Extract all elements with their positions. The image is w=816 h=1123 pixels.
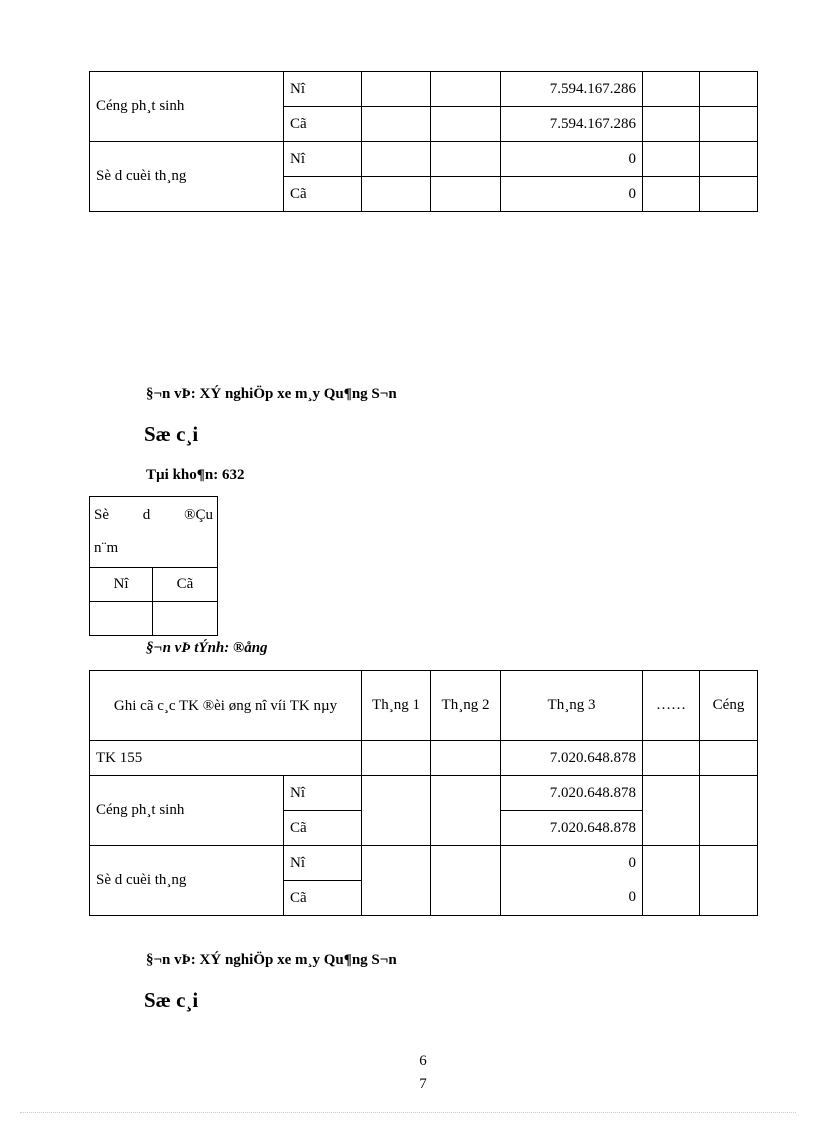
unit-heading: §¬n vÞ: XÝ nghiÖp xe m¸y Qu¶ng S¬n	[146, 386, 397, 402]
table-row	[90, 72, 758, 107]
debit-label: Nî	[90, 568, 153, 602]
column-header-ellipsis: ……	[643, 671, 700, 741]
column-header-total: Céng	[700, 671, 758, 741]
credit-value: 7.020.648.878	[501, 811, 643, 846]
account-heading: Tµi kho¶n: 632	[146, 467, 245, 483]
debit-value: 7.020.648.878	[501, 776, 643, 811]
debit-value: 0	[501, 846, 643, 881]
table-row	[90, 846, 758, 881]
page-number: 6	[419, 1053, 427, 1069]
credit-label: Cã	[284, 107, 362, 142]
table-row	[90, 741, 758, 776]
credit-value: 0	[501, 177, 643, 212]
opening-balance-box	[89, 496, 218, 636]
table-header-row	[90, 671, 758, 741]
debit-label: Nî	[284, 142, 362, 177]
row-label: Céng ph¸t sinh	[90, 776, 284, 846]
credit-value: 0	[501, 881, 643, 916]
credit-label: Cã	[153, 568, 218, 602]
opening-balance-header: Sè d ®Çu n¨m	[90, 497, 218, 568]
debit-label: Nî	[284, 776, 362, 811]
credit-label: Cã	[284, 881, 362, 916]
debit-value: 7.594.167.286	[501, 72, 643, 107]
unit-heading: §¬n vÞ: XÝ nghiÖp xe m¸y Qu¶ng S¬n	[146, 952, 397, 968]
row-label: Céng ph¸t sinh	[90, 72, 284, 142]
debit-value	[90, 602, 153, 636]
column-header-month-2: Th¸ng 2	[431, 671, 501, 741]
ledger-table-continued	[89, 71, 758, 212]
month-3-value: 7.020.648.878	[501, 741, 643, 776]
account-label: TK 155	[90, 741, 362, 776]
table-row	[90, 142, 758, 177]
debit-label: Nî	[284, 846, 362, 881]
page-number-secondary: 7	[419, 1076, 427, 1092]
ledger-title: Sæ c¸i	[144, 988, 199, 1012]
row-label: Sè d cuèi th¸ng	[90, 142, 284, 212]
ledger-title: Sæ c¸i	[144, 422, 199, 446]
credit-value: 7.594.167.286	[501, 107, 643, 142]
column-header-month-1: Th¸ng 1	[362, 671, 431, 741]
footer-divider	[20, 1112, 796, 1113]
credit-label: Cã	[284, 811, 362, 846]
debit-value: 0	[501, 142, 643, 177]
credit-value	[153, 602, 218, 636]
credit-label: Cã	[284, 177, 362, 212]
ledger-table	[89, 670, 758, 916]
table-row	[90, 776, 758, 811]
unit-of-measure: §¬n vÞ tÝnh: ®ång	[146, 640, 268, 656]
row-label: Sè d cuèi th¸ng	[90, 846, 284, 916]
column-header-accounts: Ghi cã c¸c TK ®èi øng nî víi TK nµy	[90, 671, 362, 741]
column-header-month-3: Th¸ng 3	[501, 671, 643, 741]
debit-label: Nî	[284, 72, 362, 107]
